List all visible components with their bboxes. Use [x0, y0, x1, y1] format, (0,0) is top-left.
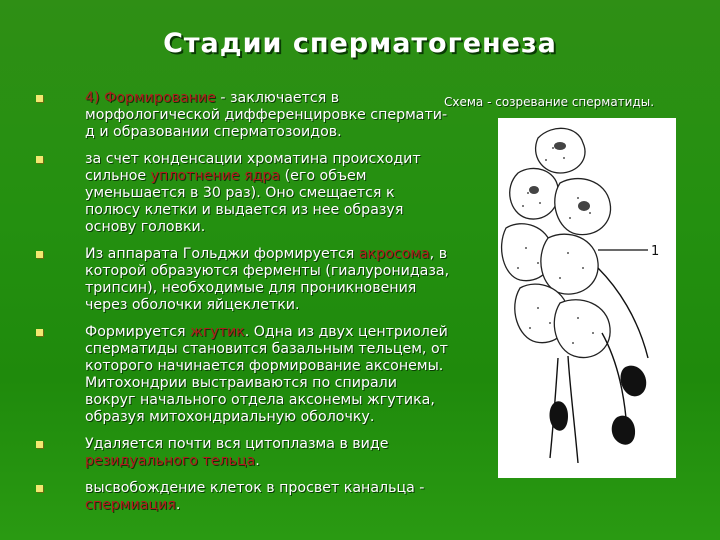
bullet-square-icon [36, 251, 43, 258]
bullet-text-part: . Одна из двух центриолей сперматиды становится базальным тельцем, от которого начинается формирование аксонемы. Митохондрии выстраиваются по спирали вокруг начального отдела аксонемы жгутика, образуя митохондриальную оболочку. [85, 324, 448, 425]
bullet-text-part: , в которой образуются ферменты (гиалуронидаза, трипсин), необходимые для проникновения через оболочки яйцеклетки. [85, 246, 450, 313]
highlighted-term: уплотнение ядра [150, 168, 281, 184]
highlighted-term: 4) Формирование [85, 90, 216, 106]
bullet-list [30, 90, 450, 524]
bullet-square-icon [36, 95, 43, 102]
bullet-item [30, 480, 450, 514]
bullet-square-icon [36, 485, 43, 492]
bullet-text [85, 480, 450, 514]
bullet-text-part: Удаляется почти вся цитоплазма в виде [85, 436, 389, 452]
figure-caption: Схема - созревание сперматиды. [444, 95, 655, 109]
bullet-text-part: . [255, 453, 260, 469]
bullet-text-part: Из аппарата Гольджи формируется [85, 246, 359, 262]
bullet-item [30, 324, 450, 426]
bullet-text [85, 151, 450, 236]
bullet-square-icon [36, 441, 43, 448]
bullet-item [30, 151, 450, 236]
bullet-text-part: за счет конденсации хроматина происходит сильное [85, 151, 421, 184]
bullet-item [30, 436, 450, 470]
bullet-square-icon [36, 329, 43, 336]
bullet-text [85, 90, 450, 141]
highlighted-term: жгутик [190, 324, 245, 340]
highlighted-term: резидуального тельца [85, 453, 256, 469]
slide-title: Стадии сперматогенеза [163, 28, 557, 59]
bullet-text-part: высвобождение клеток в просвет канальца - [85, 480, 425, 496]
highlighted-term: спермиация [85, 497, 176, 513]
bullet-text-part: (его объем уменьшается в 30 раз). Оно смещается к полюсу клетки и выдается из нее образуя основу головки. [85, 168, 404, 235]
bullet-text [85, 246, 450, 314]
bullet-item [30, 90, 450, 141]
figure-label: 1 [651, 244, 660, 259]
spermatid-drawing [498, 118, 676, 478]
highlighted-term: акросома [358, 246, 430, 262]
bullet-square-icon [36, 156, 43, 163]
bullet-text [85, 324, 450, 426]
bullet-item [30, 246, 450, 314]
bullet-text-part: - заключается в морфологической дифференцировке сперматид и образовании сперматозоидов. [85, 90, 448, 140]
spermatid-maturation-figure [498, 118, 676, 478]
bullet-text-part: . [175, 497, 181, 513]
bullet-text [85, 436, 450, 470]
bullet-text-part: Формируется [85, 324, 191, 340]
